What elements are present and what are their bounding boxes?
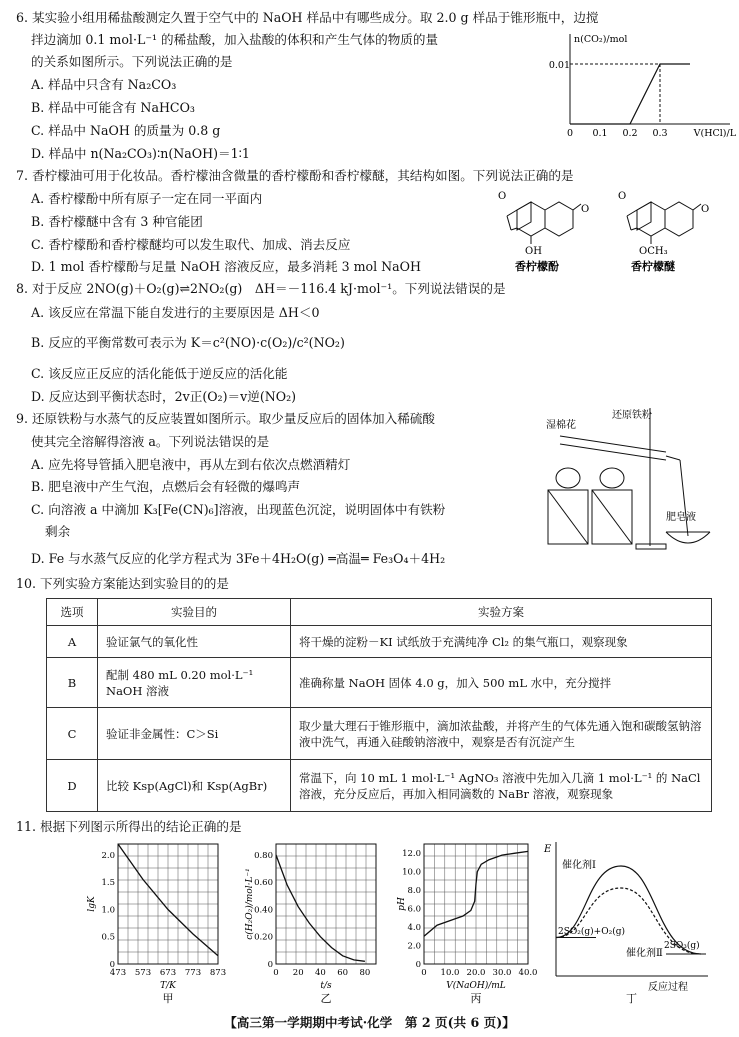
y-tick-label: 0.5 — [101, 932, 115, 943]
bergapten-structure — [627, 202, 701, 244]
q9-label-iron: 还原铁粉 — [612, 410, 652, 421]
y-tick-label: 0.20 — [254, 932, 273, 943]
q9-option-b: B. 肥皂液中产生气泡，点燃后会有轻微的爆鸣声 — [31, 479, 301, 494]
q6-xtick: 0.2 — [622, 128, 638, 139]
row-plan: 取少量大理石于锥形瓶中，滴加浓盐酸，并将产生的气体先通入饱和碳酸氢钠溶液中洗气，再通入硅酸钠溶液中，观察是否有沉淀产生 — [291, 708, 712, 760]
x-tick-label: 573 — [134, 968, 152, 978]
q6-line — [570, 64, 690, 124]
q11-chart-ding — [536, 836, 716, 1004]
y-tick-label: 4.0 — [407, 923, 421, 934]
q7-option-b: B. 香柠檬醚中含有 3 种官能团 — [31, 214, 203, 229]
q7-sub2: OCH₃ — [639, 246, 668, 257]
x-tick-label: 20 — [292, 968, 304, 978]
y-tick-label: 2.0 — [407, 941, 421, 952]
x-tick-label: 60 — [337, 968, 349, 978]
y-tick-label: 2.0 — [101, 850, 115, 861]
q10-stem: 10. 下列实验方案能达到实验目的的是 — [16, 576, 229, 591]
q11-chart-jia — [86, 836, 236, 1004]
table-row — [47, 760, 712, 812]
q11-chart-bing — [396, 836, 546, 1004]
y-tick-label: 8.0 — [407, 886, 421, 897]
table-row — [47, 626, 712, 658]
q6-option-d: D. 样品中 n(Na₂CO₃)∶n(NaOH)＝1∶1 — [31, 146, 250, 161]
q7-option-a: A. 香柠檬酚中所有原子一定在同一平面内 — [31, 191, 263, 206]
x-axis-label: T/K — [160, 981, 176, 991]
q6-ytick: 0.01 — [548, 60, 570, 71]
q6-ylabel: n(CO₂)/mol — [574, 34, 628, 45]
x-axis-label: t/s — [320, 981, 332, 991]
q6-xtick: 0 — [566, 128, 574, 139]
q9-option-d: D. Fe 与水蒸气反应的化学方程式为 3Fe＋4H₂O(g) ═高温═ Fe₃O₄＋4H₂ — [31, 551, 446, 566]
row-aim: 配制 480 mL 0.20 mol·L⁻¹ NaOH 溶液 — [98, 658, 291, 708]
y-axis-label: c(H₂O₂)/mol·L⁻¹ — [245, 868, 255, 940]
q7-stem-1: 7. 香柠檬油可用于化妆品。香柠檬油含微量的香柠檬酚和香柠檬醚，其结构如图。下列说法正确的是 — [16, 168, 574, 183]
page-footer: 【高三第一学期期中考试·化学 第 2 页(共 6 页)】 — [224, 1015, 515, 1030]
q8-option-c: C. 该反应正反应的活化能低于逆反应的活化能 — [31, 366, 288, 381]
q8-option-b: B. 反应的平衡常数可表示为 K＝c²(NO)·c(O₂)/c²(NO₂) — [31, 335, 345, 350]
y-axis-label: lgK — [87, 896, 97, 912]
x-tick-label: 20.0 — [466, 968, 486, 978]
q11-stem: 11. 根据下列图示所得出的结论正确的是 — [16, 819, 242, 834]
q9-apparatus — [538, 404, 718, 552]
x-tick-label: 40 — [315, 968, 326, 978]
ding-series-2-label: 催化剂Ⅱ — [626, 948, 663, 959]
table-row — [47, 658, 712, 708]
q9-stem-2: 使其完全溶解得溶液 a。下列说法错误的是 — [31, 434, 270, 449]
q7-o-2: O — [581, 204, 590, 215]
y-tick-label: 6.0 — [407, 904, 421, 915]
q6-stem-2: 拌边滴加 0.1 mol·L⁻¹ 的稀盐酸，加入盐酸的体积和产生气体的物质的量 — [31, 32, 439, 47]
row-aim: 验证非金属性：C＞Si — [98, 708, 291, 760]
q10-table — [46, 598, 712, 812]
q8-option-d: D. 反应达到平衡状态时，2v正(O₂)＝v逆(NO₂) — [31, 389, 297, 404]
q7-sub1: OH — [525, 246, 542, 257]
q7-label2: 香柠檬醚 — [631, 260, 675, 273]
x-tick-label: 0 — [273, 968, 279, 978]
ding-product-label: 2SO₃(g) — [664, 941, 700, 951]
x-tick-label: 80 — [359, 968, 371, 978]
row-option: D — [47, 760, 98, 812]
table-row — [47, 708, 712, 760]
q7-option-d: D. 1 mol 香柠檬酚与足量 NaOH 溶液反应，最多消耗 3 mol NaOH — [31, 259, 421, 274]
y-tick-label: 0.40 — [254, 905, 273, 916]
q6-option-a: A. 样品中只含有 Na₂CO₃ — [31, 77, 177, 92]
x-tick-label: 873 — [209, 968, 227, 978]
q7-structures — [495, 188, 720, 276]
q9-stem-1: 9. 还原铁粉与水蒸气的反应装置如图所示。取少量反应后的固体加入稀硫酸 — [16, 411, 436, 426]
q6-option-b: B. 样品中可能含有 NaHCO₃ — [31, 100, 195, 115]
y-tick-label: 1.5 — [101, 878, 115, 889]
q9-option-c-2: 剩余 — [45, 524, 71, 539]
q6-xlabel: V(HCl)/L — [693, 128, 736, 139]
table-header-row — [47, 599, 712, 626]
y-tick-label: 12.0 — [402, 849, 421, 860]
q9-label-soap: 肥皂液 — [666, 512, 696, 523]
ding-series-1-label: 催化剂Ⅰ — [562, 860, 596, 871]
chart-caption: 丙 — [470, 992, 482, 1004]
q6-stem-1: 6. 某实验小组用稀盐酸测定久置于空气中的 NaOH 样品中有哪些成分。取 2.0 g 样品于锥形瓶中，边搅 — [16, 10, 599, 25]
chart-caption: 乙 — [320, 992, 332, 1004]
q7-label1: 香柠檬酚 — [515, 260, 559, 273]
row-plan: 将干燥的淀粉－KI 试纸放于充满纯净 Cl₂ 的集气瓶口，观察现象 — [291, 626, 712, 658]
bergaptol-structure — [507, 202, 581, 244]
row-option: B — [47, 658, 98, 708]
q6-option-c: C. 样品中 NaOH 的质量为 0.8 g — [31, 123, 221, 138]
y-tick-label: 0.60 — [254, 878, 273, 889]
x-tick-label: 0 — [421, 968, 427, 978]
q7-o-4: O — [701, 204, 710, 215]
header-aim: 实验目的 — [98, 599, 291, 626]
q6-xtick: 0.3 — [652, 128, 668, 139]
row-aim: 比较 Ksp(AgCl)和 Ksp(AgBr) — [98, 760, 291, 812]
chart-caption: 甲 — [162, 992, 174, 1004]
row-option: A — [47, 626, 98, 658]
q7-option-c: C. 香柠檬酚和香柠檬醚均可以发生取代、加成、消去反应 — [31, 237, 351, 252]
q11-chart-yi — [244, 836, 394, 1004]
y-tick-label: 10.0 — [402, 867, 421, 878]
q9-option-c-1: C. 向溶液 a 中滴加 K₃[Fe(CN)₆]溶液，出现蓝色沉淀，说明固体中有铁粉 — [31, 502, 446, 517]
q6-chart — [540, 28, 736, 142]
q6-stem-3: 的关系如图所示。下列说法正确的是 — [31, 54, 233, 69]
ding-reactant-label: 2SO₂(g)+O₂(g) — [558, 927, 625, 937]
y-tick-label: 0 — [109, 960, 115, 970]
y-tick-label: 1.0 — [101, 905, 115, 916]
q6-xtick: 0.1 — [592, 128, 608, 139]
row-plan: 准确称量 NaOH 固体 4.0 g，加入 500 mL 水中，充分搅拌 — [291, 658, 712, 708]
data-curve — [276, 855, 365, 961]
row-option: C — [47, 708, 98, 760]
row-aim: 验证氯气的氧化性 — [98, 626, 291, 658]
y-axis-label: pH — [397, 897, 407, 911]
x-tick-label: 40.0 — [518, 968, 538, 978]
q8-option-a: A. 该反应在常温下能自发进行的主要原因是 ΔH＜0 — [31, 305, 320, 320]
q7-o-3: O — [618, 191, 627, 202]
x-tick-label: 10.0 — [440, 968, 460, 978]
q8-stem-1: 8. 对于反应 2NO(g)＋O₂(g)⇌2NO₂(g) ΔH＝－116.4 kJ·mol⁻¹。下列说法错误的是 — [16, 281, 506, 296]
y-tick-label: 0.80 — [254, 850, 273, 861]
x-tick-label: 473 — [109, 968, 127, 978]
q7-o-1: O — [498, 191, 507, 202]
q9-option-a: A. 应先将导管插入肥皂液中，再从左到右依次点燃酒精灯 — [31, 457, 351, 472]
y-tick-label: 0 — [267, 960, 273, 970]
header-option: 选项 — [47, 599, 98, 626]
x-tick-label: 773 — [184, 968, 202, 978]
x-tick-label: 673 — [159, 968, 177, 978]
x-axis-label: V(NaOH)/mL — [446, 981, 506, 991]
ding-xlabel: 反应过程 — [648, 982, 688, 993]
header-plan: 实验方案 — [291, 599, 712, 626]
y-tick-label: 0 — [415, 960, 421, 970]
x-tick-label: 30.0 — [492, 968, 512, 978]
q9-label-wet-cotton: 湿棉花 — [546, 420, 576, 431]
ding-caption: 丁 — [626, 992, 637, 1004]
row-plan: 常温下，向 10 mL 1 mol·L⁻¹ AgNO₃ 溶液中先加入几滴 1 mol·L⁻¹ 的 NaCl 溶液，充分反应后，再加入相同滴数的 NaBr 溶液，观察现象 — [291, 760, 712, 812]
ding-ylabel: E — [544, 844, 552, 855]
